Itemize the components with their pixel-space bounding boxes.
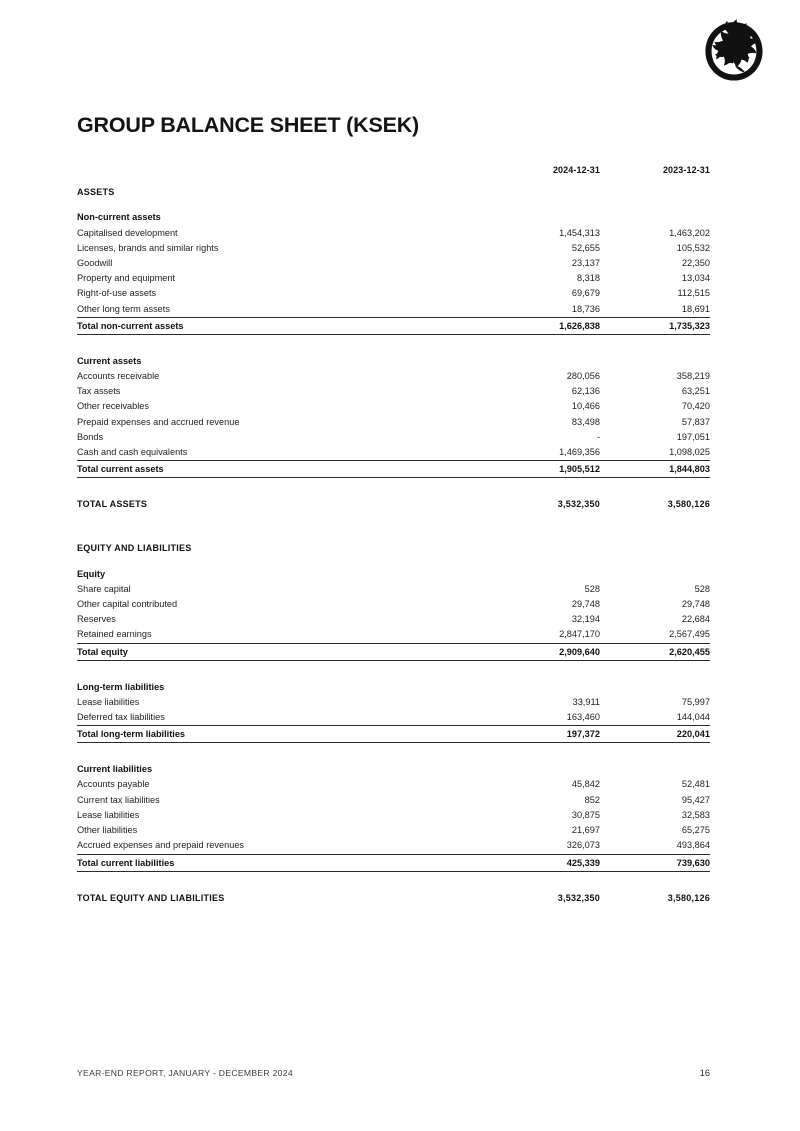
total-assets-label: TOTAL ASSETS [77,499,148,510]
row-label: Other capital contributed [77,599,178,610]
total-assets-value-2024: 3,532,350 [557,499,600,510]
blank-cell [600,185,710,200]
table-row [77,384,710,399]
row-value-2024: 1,469,356 [559,447,600,458]
row-value-2023: 105,532 [676,242,710,253]
blank-cell [490,680,600,695]
row-value-2024: 69,679 [571,288,600,299]
column-header-2024: 2024-12-31 [552,165,600,175]
blank-cell [600,567,710,582]
subsection-heading-equity [77,567,710,582]
long-term-liabilities-heading: Long-term liabilities [77,681,165,692]
total-value-2023: 220,041 [600,726,710,743]
total-assets-value-2023: 3,580,126 [667,499,710,510]
table-row [77,838,710,854]
total-equity-liabilities-label: TOTAL EQUITY AND LIABILITIES [77,892,225,903]
table-row [77,793,710,808]
row-value-2024: 21,697 [571,825,600,836]
total-value-2024: 1,905,512 [490,461,600,478]
row-value-2024: 52,655 [571,242,600,253]
row-value-2023: 70,420 [681,401,710,412]
row-label: Bonds [77,431,104,442]
row-label: Goodwill [77,258,113,269]
row-label: Cash and cash equivalents [77,447,188,458]
total-label: Total current liabilities [77,854,490,871]
row-value-2023: 63,251 [681,386,710,397]
row-value-2023: 22,684 [681,614,710,625]
company-emblem-icon [700,18,768,86]
table-row [77,271,710,286]
table-row [77,226,710,241]
assets-heading: ASSETS [77,187,115,198]
row-label: Right-of-use assets [77,288,157,299]
total-row-non-current-assets [77,317,710,334]
footer-page-number: 16 [699,1068,710,1078]
row-label: Property and equipment [77,273,176,284]
total-value-2023: 739,630 [600,854,710,871]
row-value-2024: 852 [584,794,600,805]
row-value-2024: 45,842 [571,779,600,790]
total-value-2024: 1,626,838 [490,317,600,334]
row-label: Retained earnings [77,629,152,640]
total-equity-liabilities-value-2024: 3,532,350 [557,892,600,903]
row-value-2023: 95,427 [681,794,710,805]
table-row [77,430,710,445]
row-value-2024: 32,194 [571,614,600,625]
current-assets-heading: Current assets [77,355,142,366]
row-label: Lease liabilities [77,696,140,707]
row-value-2024: 326,073 [566,840,600,851]
non-current-assets-heading: Non-current assets [77,212,161,223]
grand-total-row-equity-liabilities [77,891,710,906]
row-value-2023: 32,583 [681,809,710,820]
table-row [77,710,710,726]
row-value-2023: 112,515 [677,288,710,299]
total-value-2024: 197,372 [490,726,600,743]
row-label: Deferred tax liabilities [77,712,165,723]
row-value-2024: 23,137 [571,258,600,269]
row-value-2023: 18,691 [681,303,710,314]
row-label: Other receivables [77,401,150,412]
grand-total-row-assets [77,497,710,512]
balance-sheet-table [77,163,710,906]
row-value-2023: 197,051 [676,431,710,442]
row-value-2024: 2,847,170 [559,629,600,640]
row-label: Accounts receivable [77,371,160,382]
total-label: Total long-term liabilities [77,726,490,743]
row-value-2024: 62,136 [571,386,600,397]
section-heading-equity-liabilities [77,541,710,556]
row-value-2023: 13,034 [681,273,710,284]
blank-cell [490,762,600,777]
row-value-2024: 1,454,313 [559,227,600,238]
total-value-2023: 1,735,323 [600,317,710,334]
row-value-2023: 57,837 [681,416,710,427]
table-row [77,445,710,461]
total-row-current-assets [77,461,710,478]
row-value-2023: 65,275 [681,825,710,836]
row-value-2024: 83,498 [571,416,600,427]
row-value-2024: 8,318 [577,273,600,284]
table-row [77,627,710,643]
total-row-equity [77,643,710,660]
blank-cell [490,541,600,556]
blank-cell [490,567,600,582]
table-row [77,808,710,823]
subsection-heading-long-term-liabilities [77,680,710,695]
blank-cell [490,210,600,225]
column-header-label [77,163,490,178]
table-row [77,302,710,318]
table-row [77,256,710,271]
row-label: Share capital [77,583,131,594]
row-label: Licenses, brands and similar rights [77,242,219,253]
equity-liabilities-heading: EQUITY AND LIABILITIES [77,543,192,554]
current-liabilities-heading: Current liabilities [77,764,153,775]
row-value-2023: 1,463,202 [669,227,710,238]
table-row [77,777,710,792]
row-value-2024: 33,911 [572,696,600,707]
row-value-2023: 52,481 [681,779,710,790]
total-value-2024: 425,339 [490,854,600,871]
row-label: Reserves [77,614,116,625]
total-label: Total current assets [77,461,490,478]
row-label: Accrued expenses and prepaid revenues [77,840,245,851]
blank-cell [600,541,710,556]
table-row [77,369,710,384]
row-value-2023: 358,219 [676,371,710,382]
row-value-2023: 144,044 [676,712,710,723]
total-label: Total non-current assets [77,317,490,334]
blank-cell [490,354,600,369]
row-value-2024: 29,748 [571,599,600,610]
row-label: Current tax liabilities [77,794,160,805]
row-value-2023: 1,098,025 [669,447,710,458]
row-value-2023: 75,997 [681,696,710,707]
blank-cell [490,185,600,200]
table-row [77,415,710,430]
row-value-2023: 493,864 [676,840,710,851]
table-row [77,399,710,414]
table-row [77,695,710,710]
table-row [77,597,710,612]
subsection-heading-current-liabilities [77,762,710,777]
row-value-2024: 528 [584,583,600,594]
table-row [77,612,710,627]
table-row [77,286,710,301]
total-value-2024: 2,909,640 [490,643,600,660]
subsection-heading-non-current-assets [77,210,710,225]
blank-cell [600,210,710,225]
equity-heading: Equity [77,568,106,579]
subsection-heading-current-assets [77,354,710,369]
row-value-2024: 18,736 [571,303,600,314]
row-value-2024: 10,466 [571,401,600,412]
row-value-2024: 163,460 [566,712,600,723]
row-value-2023: 22,350 [681,258,710,269]
row-label: Prepaid expenses and accrued revenue [77,416,240,427]
table-row [77,823,710,838]
row-value-2023: 29,748 [681,599,710,610]
row-value-2023: 528 [694,583,710,594]
row-value-2024: 280,056 [566,371,600,382]
total-row-current-liabilities [77,854,710,871]
blank-cell [600,762,710,777]
row-label: Other long term assets [77,303,170,314]
page-title: GROUP BALANCE SHEET (KSEK) [77,113,420,137]
section-heading-assets [77,185,710,200]
table-row [77,241,710,256]
column-header-2023: 2023-12-31 [662,165,710,175]
blank-cell [600,354,710,369]
total-row-long-term-liabilities [77,726,710,743]
table-row [77,582,710,597]
row-value-2023: 2,567,495 [669,629,710,640]
row-label: Other liabilities [77,825,138,836]
row-label: Capitalised development [77,227,178,238]
row-value-2024: - [596,431,600,442]
total-value-2023: 1,844,803 [600,461,710,478]
footer-report-label: YEAR-END REPORT, JANUARY - DECEMBER 2024 [77,1068,293,1078]
row-label: Tax assets [77,386,121,397]
page-footer [77,1068,710,1078]
column-header-row [77,163,710,178]
total-label: Total equity [77,643,490,660]
row-value-2024: 30,875 [571,809,600,820]
blank-cell [600,680,710,695]
total-value-2023: 2,620,455 [600,643,710,660]
row-label: Accounts payable [77,779,150,790]
row-label: Lease liabilities [77,809,140,820]
total-equity-liabilities-value-2023: 3,580,126 [667,892,710,903]
